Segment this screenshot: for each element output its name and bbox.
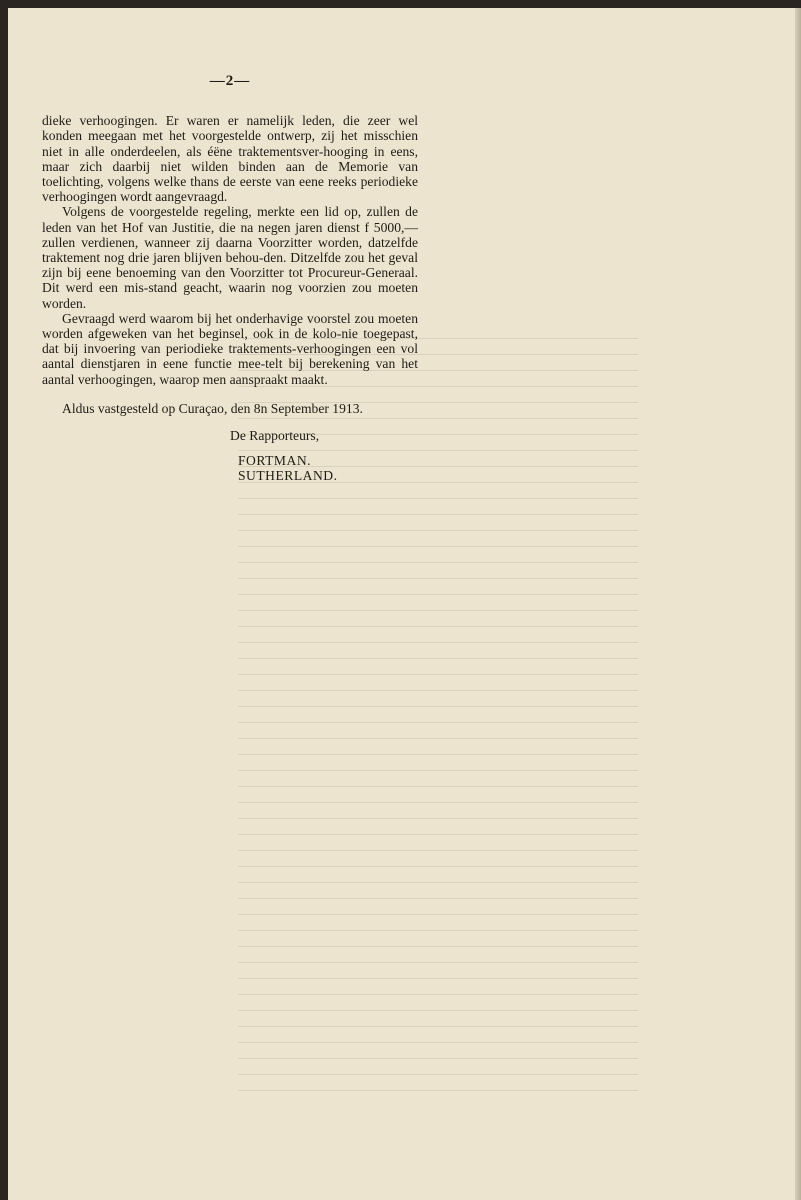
bleed-through-reverse-text [448, 58, 778, 84]
document-page [8, 8, 801, 1200]
signatory-sutherland: SUTHERLAND. [238, 468, 338, 484]
document-body [42, 74, 418, 484]
paragraph-1: dieke verhoogingen. Er waren er namelijk leden, die zeer wel konden meegaan met het voorgestelde ontwerp, zij het misschien niet in alle onderdeelen, als éëne traktementsver-hooging in eens, maar zich daarbij niet wilden binden aan de Memorie van toelichting, volgens welke thans de eerste van eene reeks periodieke verhoogingen wordt aangevraagd. [42, 113, 418, 205]
paragraph-3: Gevraagd werd waarom bij het onderhavige voorstel zou moeten worden afgeweken van het beginsel, ook in de kolo-nie toegepast, dat bij invoering van periodieke traktements-verhoogingen een vol aantal dienstjaren in eene functie mee-telt bij berekening van het aantal verhoogingen, waarop men aanspraakt maakt. [42, 310, 418, 387]
closing-statement: Aldus vastgesteld op Curaçao, den 8n September 1913. [62, 400, 363, 416]
page-number: —2— [209, 73, 251, 89]
signature-label: De Rapporteurs, [230, 428, 320, 444]
paragraph-2: Volgens de voorgestelde regeling, merkte een lid op, zullen de leden van het Hof van Justitie, die na negen jaren dienst f 5000,— zullen verdienen, wanneer zij daarna Voorzitter worden, datzelfde traktement nog drie jaren blijven behou-den. Ditzelfde zou het geval zijn bij eene benoeming van den Voorzitter tot Procureur-Generaal. Dit werd een mis-stand geacht, waarin nog voorzien zou moeten worden. [42, 204, 418, 311]
signatory-fortman: FORTMAN. [238, 453, 312, 469]
page-edge [795, 8, 801, 1200]
